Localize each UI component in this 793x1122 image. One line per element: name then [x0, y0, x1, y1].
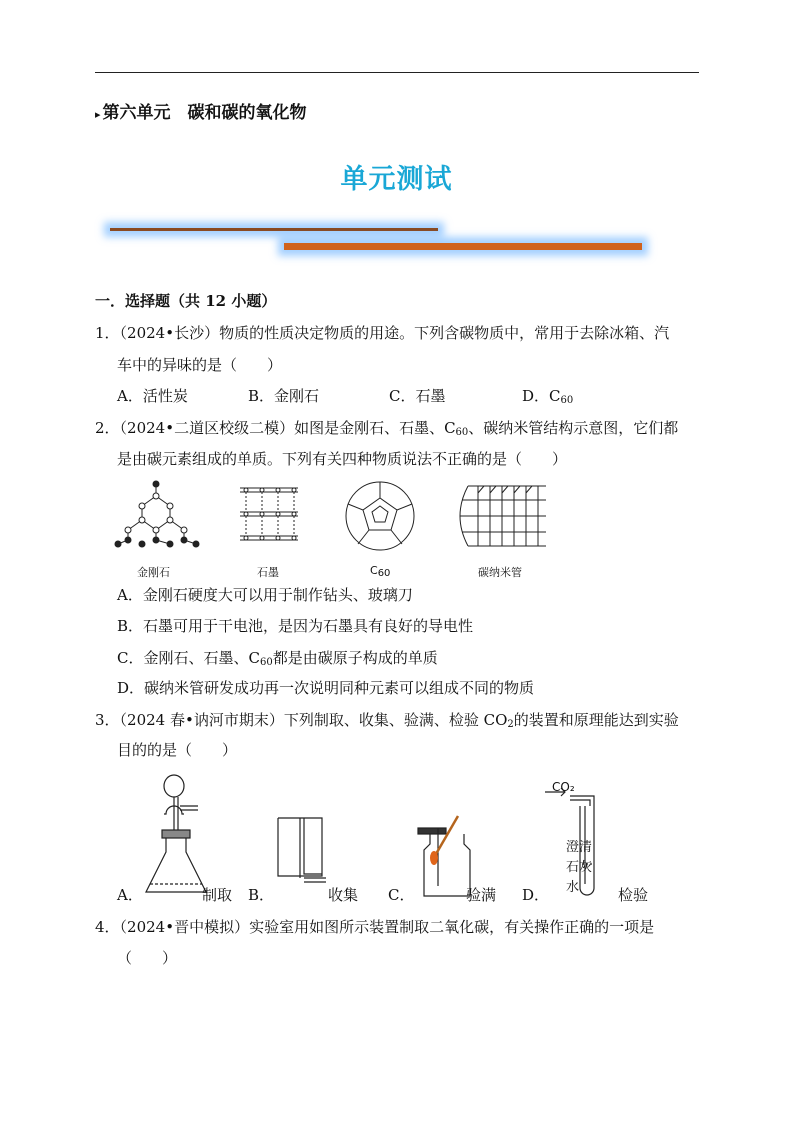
caption-c60: $C_{60}$: [370, 564, 391, 579]
main-title: 单元测试: [340, 164, 453, 195]
q1-option-b[interactable]: B．金刚石: [248, 387, 320, 405]
q2-option-c[interactable]: C．金刚石、石墨、$C_{60}$都是由碳原子构成的单质: [117, 649, 438, 668]
q2-option-d[interactable]: D．碳纳米管研发成功再一次说明同种元素可以组成不同的物质: [117, 679, 535, 697]
decor-bar-bottom: [284, 243, 642, 250]
q2-option-b[interactable]: B．石墨可用于干电池，是因为石墨具有良好的导电性: [117, 617, 474, 635]
q2-option-a[interactable]: A．金刚石硬度大可以用于制作钻头、玻璃刀: [117, 586, 413, 604]
q3-option-c[interactable]: C．: [388, 886, 415, 904]
q3-option-a-label: 制取: [202, 886, 233, 904]
carbon-structures-figure: [112, 478, 552, 556]
q2-stem-line1: 2．（2024•二道区校级二模）如图是金刚石、石墨、$C_{60}$、碳纳米管结构示意图，它们都: [95, 419, 679, 438]
q1-option-a[interactable]: A．活性炭: [117, 387, 188, 405]
unit-title-text: 第六单元 碳和碳的氧化物: [102, 103, 307, 123]
caption-graphite: 石墨: [257, 566, 279, 579]
q3-option-a[interactable]: A．: [117, 886, 143, 904]
fig-d-gas-label: CO₂: [552, 780, 575, 794]
q3-option-c-label: 验满: [466, 886, 497, 904]
q3-option-b-label: 收集: [328, 886, 359, 904]
q3-stem-line2: 目的的是（ ）: [117, 741, 238, 759]
diamond-structure-image: [115, 481, 199, 547]
header-rule: [95, 72, 699, 73]
q1-option-d[interactable]: D．$C_{60}$: [522, 387, 574, 406]
q3-option-b[interactable]: B．: [248, 886, 275, 904]
apparatus-b-image: [278, 818, 326, 882]
q3-stem-line1: 3．（2024 春•讷河市期末）下列制取、收集、验满、检验 $CO_2$的装置和原理能达到实验: [95, 711, 679, 730]
q3-option-d-label: 检验: [618, 886, 649, 904]
q3-option-d[interactable]: D．: [522, 886, 550, 904]
q1-option-c[interactable]: C．石墨: [389, 387, 446, 405]
apparatus-a-image: [146, 775, 206, 892]
graphite-structure-image: [240, 488, 298, 540]
decor-bar-top: [110, 228, 438, 231]
caption-diamond: 金刚石: [137, 566, 170, 579]
fig-d-label-line1: 澄清: [566, 840, 593, 855]
fig-d-label-line2: 石灰: [566, 860, 593, 875]
q4-stem-line2: （ ）: [117, 949, 178, 967]
c60-structure-image: [346, 482, 414, 550]
caption-nanotube: 碳纳米管: [478, 566, 522, 579]
q4-stem-line1: 4．（2024•晋中模拟）实验室用如图所示装置制取二氧化碳，有关操作正确的一项是: [95, 918, 655, 936]
q1-stem-line1: 1．（2024•长沙）物质的性质决定物质的用途。下列含碳物质中，常用于去除冰箱、汽: [95, 324, 670, 342]
triangle-bullet-icon: ▸: [95, 108, 101, 121]
unit-title: [95, 98, 307, 123]
apparatus-c-image: [418, 816, 470, 896]
q1-stem-line2: 车中的异味的是（ ）: [117, 356, 283, 374]
q2-stem-line2: 是由碳元素组成的单质。下列有关四种物质说法不正确的是（ ）: [117, 450, 568, 468]
section-title: 一．选择题（共 12 小题）: [95, 292, 277, 310]
fig-d-label-line3: 水: [566, 880, 580, 895]
nanotube-structure-image: [460, 486, 546, 546]
